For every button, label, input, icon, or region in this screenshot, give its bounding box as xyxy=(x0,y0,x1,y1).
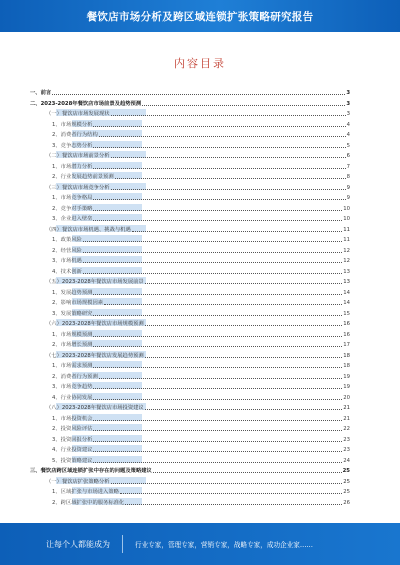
toc-entry-page: 3 xyxy=(346,100,350,107)
toc-entry[interactable] xyxy=(46,351,350,359)
toc-leader-dots xyxy=(120,492,342,494)
toc-entry-page: 11 xyxy=(343,237,350,243)
toc-entry-label: 1、市场规模预测 xyxy=(52,331,93,338)
toc-entry-page: 7 xyxy=(346,163,350,170)
toc-entry-page: 18 xyxy=(343,352,350,359)
toc-entry-label: （七）2023-2028年餐饮店发展趋势预测 xyxy=(46,352,144,359)
toc-leader-dots xyxy=(83,261,342,263)
toc-entry[interactable] xyxy=(52,424,350,432)
footer-slogan: 让每个人都能成为 xyxy=(46,539,110,549)
toc-entry-page: 25 xyxy=(342,468,350,474)
toc-entry[interactable] xyxy=(52,393,350,401)
toc-leader-dots xyxy=(145,282,343,284)
toc-entry[interactable] xyxy=(46,225,350,233)
toc-entry[interactable] xyxy=(52,340,350,348)
toc-leader-dots xyxy=(145,408,343,410)
toc-leader-dots xyxy=(111,114,346,116)
toc-entry-label: 1、政策风险 xyxy=(52,237,82,243)
toc-entry-page: 10 xyxy=(343,205,350,212)
toc-entry-page: 6 xyxy=(346,153,350,159)
toc-entry[interactable] xyxy=(52,141,350,149)
toc-entry-page: 25 xyxy=(343,489,350,495)
toc-entry[interactable] xyxy=(52,330,350,338)
toc-entry[interactable] xyxy=(52,309,350,317)
page-footer xyxy=(0,523,400,565)
toc-heading: 内容目录 xyxy=(174,57,226,70)
toc-entry[interactable] xyxy=(52,487,350,495)
toc-entry-label: 4、行业投资建议 xyxy=(52,447,93,453)
toc-entry-label: 2、消费者行为结构 xyxy=(52,132,98,138)
toc-entry[interactable] xyxy=(30,99,350,107)
toc-leader-dots xyxy=(93,293,342,295)
toc-leader-dots xyxy=(99,377,343,379)
toc-entry[interactable] xyxy=(52,120,350,128)
toc-leader-dots xyxy=(111,188,346,190)
toc-leader-dots xyxy=(93,198,345,200)
toc-entry-label: 2、竞争对手策略 xyxy=(52,205,93,212)
toc-entry[interactable] xyxy=(52,246,350,254)
toc-leader-dots xyxy=(145,356,343,358)
toc-leader-dots xyxy=(111,156,346,158)
toc-entry-page: 19 xyxy=(343,384,350,390)
toc-entry[interactable] xyxy=(52,214,350,222)
toc-entry-page: 13 xyxy=(343,279,350,285)
toc-entry[interactable] xyxy=(52,445,350,453)
toc-leader-dots xyxy=(93,314,342,316)
toc-leader-dots xyxy=(93,219,342,221)
toc-entry-label: （三）餐饮店市场竞争分析 xyxy=(46,184,110,191)
toc-entry[interactable] xyxy=(52,435,350,443)
toc-entry-label: 2、市场增长预测 xyxy=(52,342,93,348)
toc-entry-label: 二、2023-2028年餐饮店市场前景及趋势预测 xyxy=(30,100,142,107)
toc-entry-label: 一、前言 xyxy=(30,90,52,96)
report-title: 餐饮店市场分析及跨区域连锁扩张策略研究报告 xyxy=(86,10,314,23)
toc-entry[interactable] xyxy=(46,319,350,327)
toc-entry[interactable] xyxy=(46,151,350,159)
toc-leader-dots xyxy=(93,387,342,389)
toc-entry-page: 8 xyxy=(346,174,350,180)
toc-entry-page: 23 xyxy=(343,447,350,453)
toc-entry-page: 23 xyxy=(343,436,350,443)
toc-entry[interactable] xyxy=(52,414,350,422)
toc-entry-label: 2、投资风险评估 xyxy=(52,426,93,432)
toc-entry[interactable] xyxy=(46,183,350,191)
toc-entry-label: 1、市场潜力分析 xyxy=(52,163,93,170)
toc-entry-label: 5、投资策略建议 xyxy=(52,457,93,464)
toc-entry-page: 25 xyxy=(343,478,350,485)
toc-entry-page: 24 xyxy=(343,457,350,464)
toc-entry-label: （八）2023-2028年餐饮店市场投资建议 xyxy=(46,405,144,411)
toc-entry-label: 1、市场竞争格局 xyxy=(52,195,93,201)
toc-leader-dots xyxy=(125,503,342,505)
toc-entry-page: 17 xyxy=(343,342,350,348)
toc-entry-page: 16 xyxy=(343,331,350,338)
toc-entry[interactable] xyxy=(52,256,350,264)
toc-entry-label: 3、发展策略研究 xyxy=(52,310,93,317)
toc-leader-dots xyxy=(132,230,342,232)
toc-entry-page: 13 xyxy=(343,268,350,275)
toc-entry[interactable] xyxy=(30,88,350,96)
toc-entry-label: 2、行业发展趋势前景预测 xyxy=(52,174,114,180)
toc-leader-dots xyxy=(93,461,342,463)
toc-entry-label: 1、区域扩张与市场进入策略 xyxy=(52,489,119,495)
toc-entry-label: 2、消费者行为预测 xyxy=(52,373,98,380)
toc-entry-label: 3、企业进入壁垒 xyxy=(52,216,93,222)
toc-leader-dots xyxy=(93,419,342,421)
toc-entry-page: 4 xyxy=(346,121,350,128)
toc-entry-page: 21 xyxy=(343,415,350,422)
toc-entry-page: 15 xyxy=(343,310,350,317)
toc-entry[interactable] xyxy=(52,372,350,380)
toc-leader-dots xyxy=(52,93,345,95)
toc-entry-label: 1、市场投资机会 xyxy=(52,415,93,422)
toc-entry[interactable] xyxy=(30,466,350,474)
toc-entry-label: 2、跨区域扩张中的服务标准化 xyxy=(52,499,125,506)
toc-leader-dots xyxy=(93,398,342,400)
toc-entry[interactable] xyxy=(52,382,350,390)
toc-entry[interactable] xyxy=(52,130,350,138)
toc-entry[interactable] xyxy=(52,193,350,201)
toc-leader-dots xyxy=(104,303,342,305)
toc-entry-label: （二）餐饮店市场前景分析 xyxy=(46,153,110,159)
toc-leader-dots xyxy=(145,324,343,326)
toc-entry-label: 3、市场竞争趋势 xyxy=(52,384,93,390)
toc-entry-page: 20 xyxy=(343,394,350,401)
toc-entry[interactable] xyxy=(52,298,350,306)
toc-entry-label: 1、发展趋势预测 xyxy=(52,289,93,296)
toc-leader-dots xyxy=(93,167,345,169)
toc-entry[interactable] xyxy=(46,109,350,117)
toc-entry-page: 14 xyxy=(343,289,350,296)
toc-entry-page: 21 xyxy=(343,405,350,411)
toc-entry[interactable] xyxy=(46,403,350,411)
toc-entry-label: 3、市场机遇 xyxy=(52,258,82,264)
toc-entry-page: 5 xyxy=(346,142,350,149)
toc-entry[interactable] xyxy=(52,235,350,243)
toc-entry-page: 14 xyxy=(343,300,350,306)
toc-entry-page: 12 xyxy=(343,247,350,254)
toc-entry-label: （一）餐饮店市场发展现状 xyxy=(46,111,110,117)
toc-leader-dots xyxy=(93,450,342,452)
toc-leader-dots xyxy=(83,240,342,242)
toc-leader-dots xyxy=(93,366,342,368)
toc-entry-page: 12 xyxy=(343,258,350,264)
toc-entry-label: 三、餐饮店跨区域连锁扩张中存在的问题及策略建议 xyxy=(30,468,152,474)
toc-entry[interactable] xyxy=(52,361,350,369)
toc-leader-dots xyxy=(93,146,345,148)
toc-entry[interactable] xyxy=(52,288,350,296)
page-header xyxy=(0,0,400,32)
toc-entry[interactable] xyxy=(52,498,350,506)
toc-entry-page: 26 xyxy=(343,499,350,506)
toc-entry-label: 2、影响市场规模因素 xyxy=(52,300,104,306)
toc-entry-label: 3、投资回报分析 xyxy=(52,436,93,443)
toc-leader-dots xyxy=(115,177,346,179)
toc-entry-page: 3 xyxy=(346,111,350,117)
toc-entry[interactable] xyxy=(52,172,350,180)
toc-entry-page: 19 xyxy=(343,373,350,380)
toc-leader-dots xyxy=(142,104,345,106)
toc-entry-label: （五）2023-2028年餐饮店市场发展前景 xyxy=(46,279,144,285)
toc-entry-label: （一）餐饮店扩张策略分析 xyxy=(46,478,110,485)
toc-leader-dots xyxy=(83,251,342,253)
toc-entry-page: 3 xyxy=(346,90,350,96)
toc-entry-page: 4 xyxy=(346,132,350,138)
toc-entry-label: （六）2023-2028年餐饮店市场规模预测 xyxy=(46,321,144,327)
toc-entry-label: 2、经营风险 xyxy=(52,247,82,254)
toc-entry-page: 18 xyxy=(343,363,350,369)
toc-leader-dots xyxy=(153,471,342,473)
toc-leader-dots xyxy=(93,335,342,337)
toc-leader-dots xyxy=(93,429,342,431)
toc-entry[interactable] xyxy=(52,204,350,212)
toc-entry[interactable] xyxy=(52,456,350,464)
toc-leader-dots xyxy=(93,125,345,127)
toc-entry-label: 1、市场规模分析 xyxy=(52,121,93,128)
toc-entry-page: 9 xyxy=(346,184,350,191)
toc-entry-label: （四）餐饮店市场机遇、挑战与机遇 xyxy=(46,226,131,233)
toc-entry-label: 3、竞争态势分析 xyxy=(52,142,93,149)
toc-leader-dots xyxy=(93,440,342,442)
toc-entry[interactable] xyxy=(52,267,350,275)
footer-divider xyxy=(122,535,123,553)
toc-entry-page: 22 xyxy=(343,426,350,432)
toc-entry[interactable] xyxy=(46,477,350,485)
toc-entry-label: 4、行业协同发展 xyxy=(52,394,93,401)
toc-entry-page: 9 xyxy=(346,195,350,201)
toc-leader-dots xyxy=(111,482,343,484)
toc-leader-dots xyxy=(93,209,342,211)
footer-tagline: 行业专家，管理专家，营销专家，战略专家，成功企业家…… xyxy=(135,541,314,549)
toc-leader-dots xyxy=(83,272,342,274)
toc-entry-label: 1、市场需求预测 xyxy=(52,363,93,369)
toc-entry-page: 16 xyxy=(343,321,350,327)
toc-entry-page: 10 xyxy=(343,216,350,222)
toc-leader-dots xyxy=(99,135,346,137)
toc-entry-label: 4、技术创新 xyxy=(52,268,82,275)
toc-leader-dots xyxy=(93,345,342,347)
toc-entry[interactable] xyxy=(46,277,350,285)
toc-entry[interactable] xyxy=(52,162,350,170)
toc-entry-page: 11 xyxy=(343,226,350,233)
